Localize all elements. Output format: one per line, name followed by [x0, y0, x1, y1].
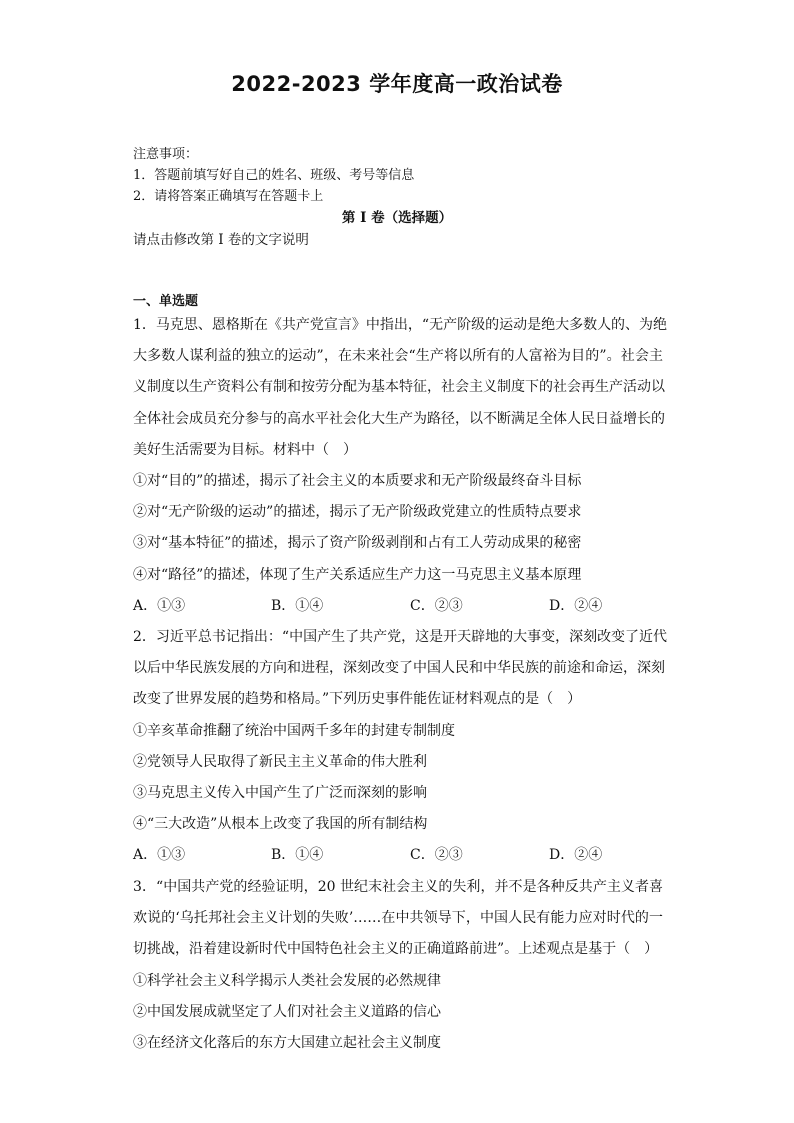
choice-d[interactable]: D．②④ [549, 847, 603, 864]
question-option: ②党领导人民取得了新民主主义革命的伟大胜利 [133, 753, 427, 770]
question-option: ②中国发展成就坚定了人们对社会主义道路的信心 [133, 1003, 441, 1020]
question-stem-line: 义制度以生产资料公有制和按劳分配为基本特征，社会主义制度下的社会再生产活动以 [133, 379, 665, 396]
question-3 [133, 872, 663, 1059]
question-stem-line: 全体社会成员充分参与的高水平社会化大生产为路径，以不断满足全体人民日益增长的 [133, 410, 665, 427]
question-option: ③在经济文化落后的东方大国建立起社会主义制度 [133, 1034, 441, 1051]
question-option: ③对“基本特征”的描述，揭示了资产阶级剥削和占有工人劳动成果的秘密 [133, 535, 582, 552]
question-option: ①辛亥革命推翻了统治中国两千多年的封建专制制度 [133, 722, 455, 739]
question-option: ③马克思主义传入中国产生了广泛而深刻的影响 [133, 784, 427, 801]
exam-title: 2022-2023 学年度高一政治试卷 [231, 72, 563, 96]
answer-choices [133, 591, 663, 622]
choice-b[interactable]: B．①④ [271, 847, 324, 864]
notice-item: 1．答题前填写好自己的姓名、班级、考号等信息 [133, 168, 415, 183]
choice-c[interactable]: C．②③ [410, 597, 463, 614]
choice-a[interactable]: A．①③ [133, 847, 186, 864]
question-option: ①对“目的”的描述，揭示了社会主义的本质要求和无产阶级最终奋斗目标 [133, 472, 582, 489]
question-stem-line: 1．马克思、恩格斯在《共产党宣言》中指出，“无产阶级的运动是绝大多数人的、为绝 [133, 317, 668, 333]
question-2 [133, 622, 668, 872]
question-stem-line: 欢说的‘乌托邦社会主义计划的失败’……在中共领导下，中国人民有能力应对时代的一 [133, 910, 663, 927]
question-stem-line: 3．“中国共产党的经验证明，20 世纪末社会主义的失利，并不是各种反共产主义者喜 [133, 879, 663, 895]
question-1 [133, 310, 668, 622]
question-stem-line: 切挑战，沿着建设新时代中国特色社会主义的正确道路前进”。上述观点是基于（ ） [133, 941, 659, 958]
notice-heading: 注意事项： [133, 147, 199, 162]
choice-a[interactable]: A．①③ [133, 597, 186, 614]
choice-d[interactable]: D．②④ [549, 597, 603, 614]
part1-title: 第 I 卷（选择题） [341, 210, 453, 226]
question-option: ④“三大改造”从根本上改变了我国的所有制结构 [133, 816, 428, 833]
part1-description[interactable]: 请点击修改第 I 卷的文字说明 [133, 232, 309, 248]
question-option: ②对“无产阶级的运动”的描述，揭示了无产阶级政党建立的性质特点要求 [133, 504, 582, 521]
question-option: ①科学社会主义科学揭示人类社会发展的必然规律 [133, 972, 441, 989]
choice-b[interactable]: B．①④ [271, 597, 324, 614]
notice-block [133, 144, 414, 207]
question-stem-line: 改变了世界发展的趋势和格局。”下列历史事件能佐证材料观点的是（ ） [133, 691, 582, 708]
question-stem-line: 2．习近平总书记指出：“中国产生了共产党，这是开天辟地的大事变，深刻改变了近代 [133, 629, 668, 645]
question-stem-line: 美好生活需要为目标。材料中（ ） [133, 441, 357, 458]
section-title: 一、单选题 [133, 294, 199, 309]
choice-c[interactable]: C．②③ [410, 847, 463, 864]
question-stem-line: 大多数人谋利益的独立的运动”，在未来社会“生产将以所有的人富裕为目的”。社会主 [133, 348, 663, 365]
question-stem-line: 以后中华民族发展的方向和进程，深刻改变了中国人民和中华民族的前途和命运，深刻 [133, 660, 665, 677]
question-option: ④对“路径”的描述，体现了生产关系适应生产力这一马克思主义基本原理 [133, 566, 582, 583]
notice-item: 2．请将答案正确填写在答题卡上 [133, 189, 324, 204]
answer-choices [133, 840, 663, 871]
